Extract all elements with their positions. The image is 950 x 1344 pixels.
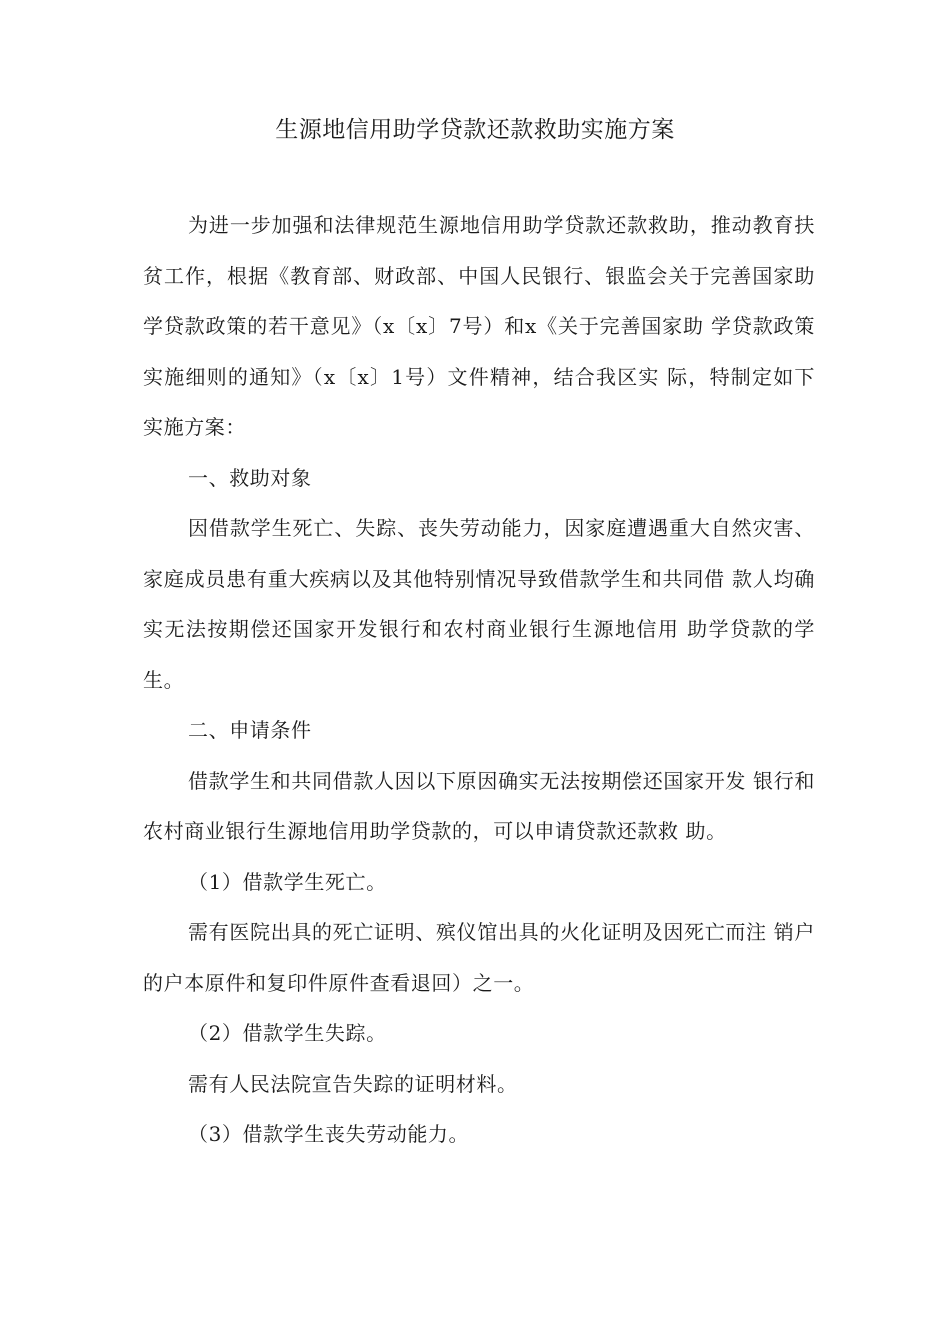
condition-item-1: （1）借款学生死亡。 [188, 869, 387, 894]
conditions-paragraph: 借款学生和共同借款人因以下原因确实无法按期偿还国家开发 银行和农村商业银行生源地信用助学贷款的，可以申请贷款还款救 助。 [143, 768, 815, 843]
aid-target-paragraph: 因借款学生死亡、失踪、丧失劳动能力，因家庭遭遇重大自然灾害、家庭成员患有重大疾病以及其他特别情况导致借款学生和共同借 款人均确实无法按期偿还国家开发银行和农村商业银行生源地信用 助学贷款的学生。 [143, 516, 815, 692]
document-body [143, 200, 815, 1160]
section-heading-aid-target: 一、救助对象 [188, 465, 312, 490]
condition-item-2: （2）借款学生失踪。 [188, 1021, 387, 1045]
section-heading-conditions: 二、申请条件 [188, 718, 312, 742]
condition-item-3: （3）借款学生丧失劳动能力。 [188, 1122, 470, 1146]
condition-item-1-detail: 需有医院出具的死亡证明、殡仪馆出具的火化证明及因死亡而注 销户的户本原件和复印件原件查看退回）之一。 [143, 920, 815, 995]
document-title: 生源地信用助学贷款还款救助实施方案 [275, 117, 675, 143]
condition-item-2-detail: 需有人民法院宣告失踪的证明材料。 [188, 1071, 518, 1096]
intro-paragraph: 为进一步加强和法律规范生源地信用助学贷款还款救助，推动教育扶 贫工作，根据《教育部、财政部、中国人民银行、银监会关于完善国家助学贷款政策的若干意见》（x〔x〕7号）和x《关于完善国家助 学贷款政策实施细则的通知》（x〔x〕1号）文件精神，结合我区实 际，特制定如下实施方案： [143, 213, 815, 439]
